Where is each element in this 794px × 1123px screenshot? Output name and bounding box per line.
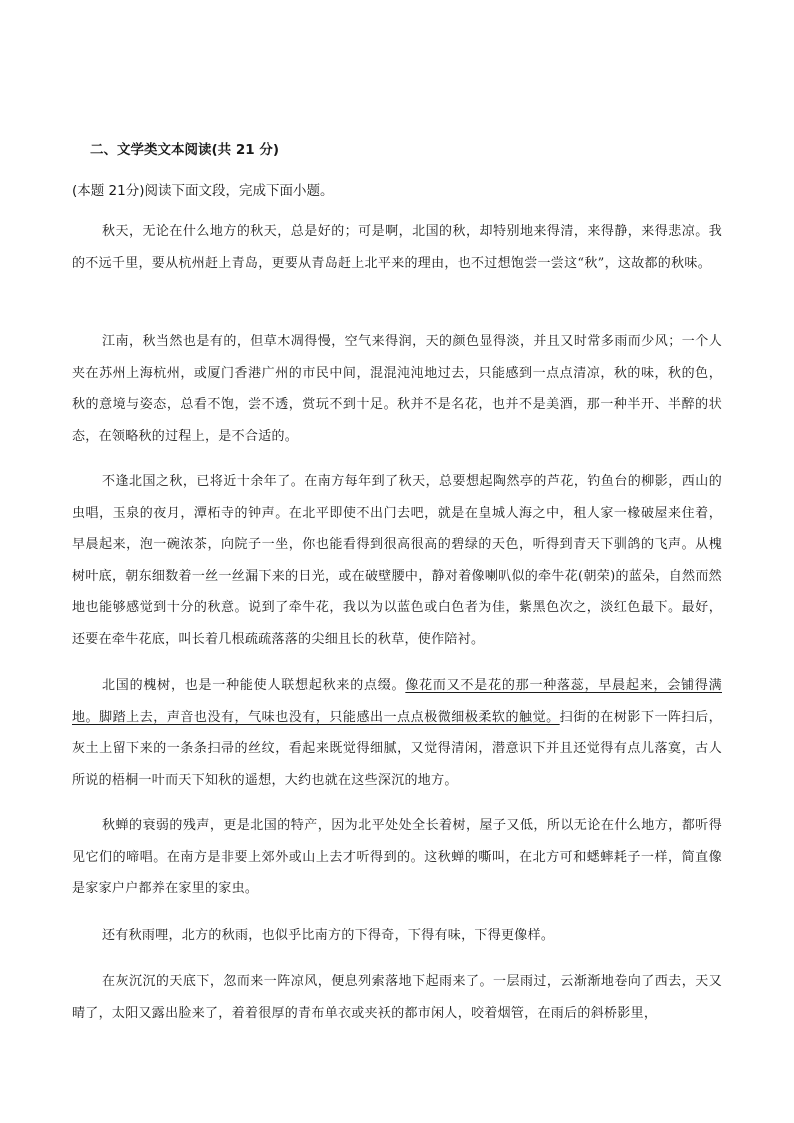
- paragraph-1: 秋天，无论在什么地方的秋天，总是好的；可是啊，北国的秋，却特别地来得清，来得静，来得悲凉。我的不远千里，要从杭州赶上青岛，更要从青岛赶上北平来的理由，也不过想饱尝一尝这“秋”，这故都的秋味。: [72, 224, 722, 271]
- paragraph-3: 不逢北国之秋，已将近十余年了。在南方每年到了秋天，总要想起陶然亭的芦花，钓鱼台的柳影，西山的虫唱，玉泉的夜月，潭柘寺的钟声。在北平即使不出门去吧，就是在皇城人海之中，租人家一椽破屋来住着，早晨起来，泡一碗浓茶，向院子一坐，你也能看得到很高很高的碧绿的天色，听得到青天下驯鸽的飞声。从槐树叶底，朝东细数着一丝一丝漏下来的日光，或在破壁腰中，静对着像喇叭似的牵牛花(朝荣)的蓝朵，自然而然地也能够感觉到十分的秋意。说到了牵牛花，我以为以蓝色或白色者为佳，紫黑色次之，淡红色最下。最好，还要在牵牛花底，叫长着几根疏疏落落的尖细且长的秋草，使作陪衬。: [72, 474, 722, 647]
- paragraph-5: 秋蝉的衰弱的残声，更是北国的特产，因为北平处处全长着树，屋子又低，所以无论在什么地方，都听得见它们的啼唱。在南方是非要上郊外或山上去才听得到的。这秋蝉的嘶叫，在北方可和蟋蟀耗子一样，简直像是家家户户都养在家里的家虫。: [72, 818, 722, 896]
- paragraph-6: 还有秋雨哩，北方的秋雨，也似乎比南方的下得奇，下得有味，下得更像样。: [102, 928, 555, 943]
- paragraph-2: 江南，秋当然也是有的，但草木凋得慢，空气来得润，天的颜色显得淡，并且又时常多雨而少风；一个人夹在苏州上海杭州，或厦门香港广州的市民中间，混混沌沌地过去，只能感到一点点清凉，秋的味，秋的色，秋的意境与姿态，总看不饱，尝不透，赏玩不到十足。秋并不是名花，也并不是美酒，那一种半开、半醉的状态，在领略秋的过程上，是不合适的。: [72, 334, 722, 444]
- paragraph-4: [72, 670, 722, 796]
- paragraph-7: 在灰沉沉的天底下，忽而来一阵凉风，便息列索落地下起雨来了。一层雨过，云渐渐地卷向了西去，天又晴了，太阳又露出脸来了，着着很厚的青布单衣或夹袄的都市闲人，咬着烟管，在雨后的斜桥影里，: [72, 974, 722, 1021]
- instruction-text: (本题 21分)阅读下面文段，完成下面小题。: [72, 183, 334, 199]
- section-title: 二、文学类文本阅读(共 21 分): [90, 142, 280, 158]
- paragraph-4-rest: 扫街的在树影下一阵扫后，灰土上留下来的一条条扫帚的丝纹，看起来既觉得细腻，又觉得清闲，潜意识下并且还觉得有点儿落寞，古人所说的梧桐一叶而天下知秋的遥想，大约也就在这些深沉的地方。: [72, 709, 722, 788]
- underlined-passage: 像花而又不是花的那一种落蕊，早晨起来，会铺得满地。脚踏上去，声音也没有，气味也没有，只能感出一点点极微细极柔软的触觉。: [72, 678, 722, 725]
- paragraph-4-intro: 北国的槐树，也是一种能使人联想起秋来的点缀。: [102, 678, 406, 693]
